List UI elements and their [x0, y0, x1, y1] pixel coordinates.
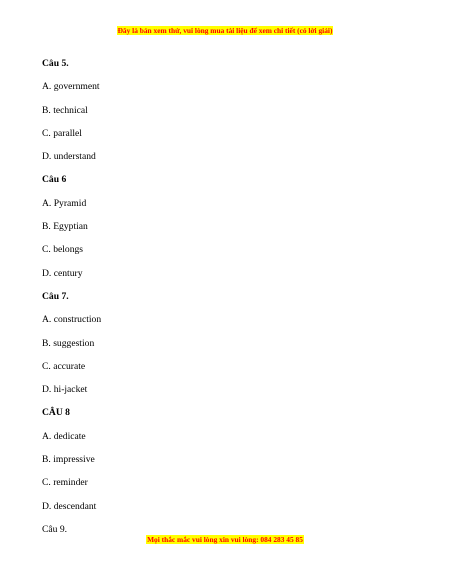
- preview-notice-text: Đây là bản xem thử, vui lòng mua tài liệu để xem chi tiết (có lời giải): [117, 26, 333, 35]
- question-8-option-d: D. descendant: [42, 500, 97, 512]
- question-5-title: Câu 5.: [42, 58, 69, 69]
- question-8-option-c: C. reminder: [42, 477, 88, 489]
- question-5-option-b: B. technical: [42, 104, 88, 116]
- question-9-title: Câu 9.: [42, 523, 68, 535]
- question-7-option-c: C. accurate: [42, 360, 86, 372]
- question-7-option-a: A. construction: [42, 314, 102, 326]
- question-7-option-b: B. suggestion: [42, 337, 95, 349]
- question-7-option-d: D. hi-jacket: [42, 384, 88, 396]
- question-7-title: Câu 7.: [42, 290, 69, 302]
- contact-notice-banner: [0, 535, 450, 544]
- question-6-option-b: B. Egyptian: [42, 221, 88, 233]
- question-6-option-d: D. century: [42, 267, 83, 279]
- question-6-option-a: A. Pyramid: [42, 197, 87, 209]
- question-6-option-c: C. belongs: [42, 244, 84, 256]
- question-5-option-d: D. understand: [42, 151, 96, 163]
- question-8-option-b: B. impressive: [42, 454, 95, 466]
- document-body: [42, 58, 422, 536]
- question-6-title: Câu 6: [42, 174, 67, 186]
- question-8-option-a: A. dedicate: [42, 430, 86, 442]
- contact-notice-text: Mọi thắc mắc vui lòng xin vui lòng: 084 283 45 85: [147, 535, 303, 544]
- preview-notice-banner: [0, 26, 450, 35]
- question-5-option-c: C. parallel: [42, 127, 82, 139]
- question-8-title: CÂU 8: [42, 407, 70, 419]
- question-5-option-a: A. government: [42, 81, 100, 93]
